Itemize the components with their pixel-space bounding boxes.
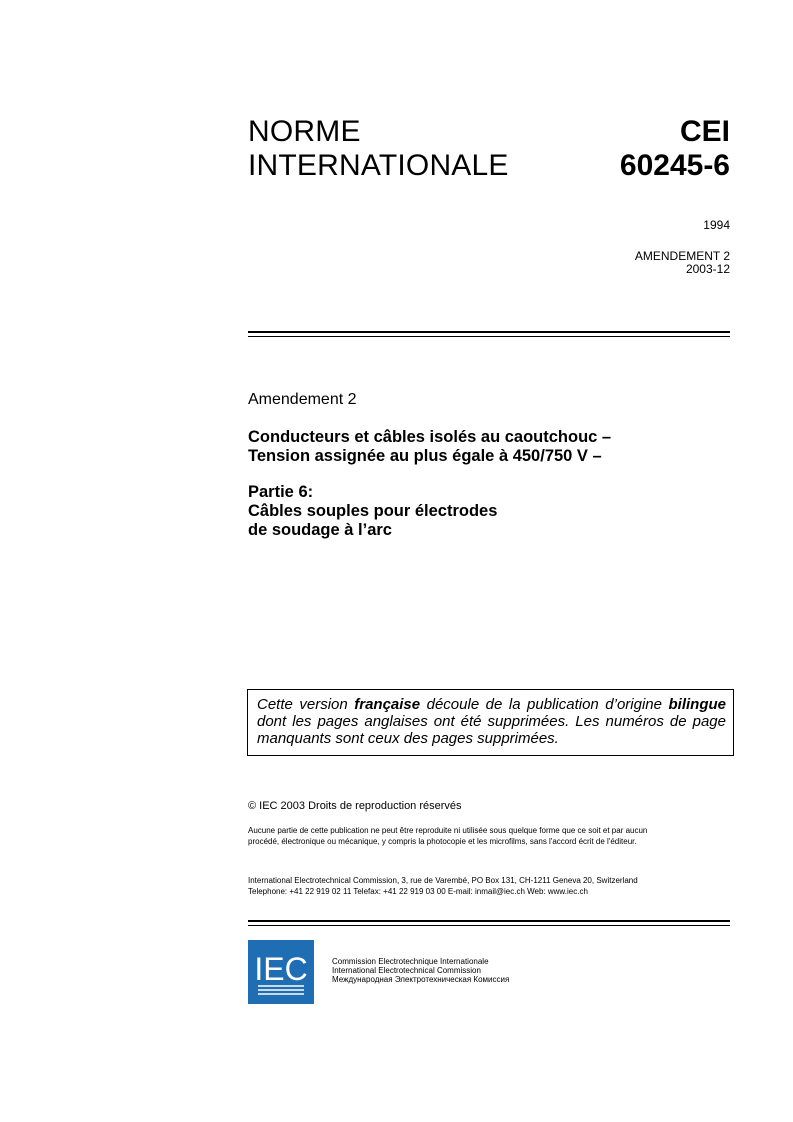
commission-names (332, 957, 509, 984)
copyright-line: © IEC 2003 Droits de reproduction réservés (248, 800, 462, 812)
notice-seg-3: découle de la publication d’origine (420, 696, 669, 713)
divider-top-1 (248, 331, 730, 333)
amendment-heading: Amendement 2 (248, 391, 357, 408)
commission-name-ru: Международная Электротехническая Комиссия (332, 975, 510, 984)
divider-bottom-1 (248, 920, 730, 922)
code-line-2: 60245-6 (619, 149, 730, 182)
commission-name-fr: Commission Electrotechnique Internationale (332, 957, 489, 966)
notice-seg-1: Cette version (257, 696, 355, 713)
part-title (248, 483, 497, 540)
subtitle-line-2: Tension assignée au plus égale à 450/750 V – (248, 447, 602, 465)
iec-logo (248, 940, 314, 1004)
address-line-2: Telephone: +41 22 919 02 11 Telefax: +41 22 919 03 00 E-mail: inmail@iec.ch Web: www.iec.ch (248, 887, 588, 896)
rights-line-1: Aucune partie de cette publication ne peut être reproduite ni utilisée sous quelque forme que ce soit et par aucun (248, 826, 648, 835)
part-line-3: de soudage à l’arc (248, 521, 392, 539)
language-notice-box (247, 689, 734, 756)
commission-name-en: International Electrotechnical Commission (332, 966, 481, 975)
subtitle (248, 428, 611, 466)
subtitle-line-1: Conducteurs et câbles isolés au caoutchouc – (248, 428, 612, 446)
rights-notice (248, 825, 733, 847)
iec-logo-graphic (248, 940, 314, 1004)
part-line-1: Partie 6: (248, 483, 314, 501)
address-line-1: International Electrotechnical Commission, 3, rue de Varembé, PO Box 131, CH-1211 Geneva 20, Switzerland (248, 876, 638, 885)
amendment-date: 2003-12 (685, 262, 730, 276)
title-line-2: INTERNATIONALE (248, 149, 509, 182)
divider-bottom-2 (248, 925, 730, 926)
divider-top-2 (248, 336, 730, 337)
notice-seg-2: française (354, 696, 421, 713)
standard-code (620, 115, 730, 183)
contact-address (248, 875, 733, 897)
rights-line-2: procédé, électronique ou mécanique, y compris la photocopie et les microfilms, sans l'accord écrit de l'éditeur. (248, 837, 637, 846)
notice-seg-4: bilingue (668, 696, 726, 713)
notice-seg-5: dont les pages anglaises ont été supprimées. Les numéros de page manquants sont ceux des pages supprimées. (257, 713, 726, 747)
document-title (248, 115, 509, 183)
iec-logo-text: IEC (254, 951, 308, 987)
title-line-1: NORME (248, 115, 361, 148)
publication-year: 1994 (703, 218, 730, 232)
code-line-1: CEI (679, 115, 730, 148)
part-line-2: Câbles souples pour électrodes (248, 502, 498, 520)
amendment-label: AMENDEMENT 2 (634, 249, 730, 263)
amendment-info (635, 250, 730, 276)
